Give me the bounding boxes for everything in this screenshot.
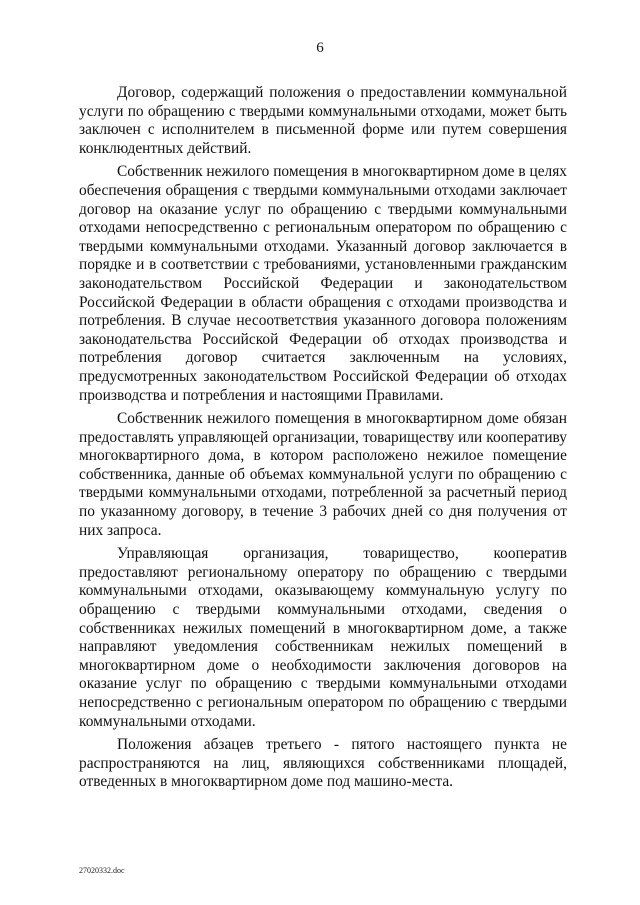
document-body	[79, 84, 567, 792]
paragraph-contract-form: Договор, содержащий положения о предоставлении коммунальной услуги по обращению с твердыми коммунальными отходами, может быть заключен с исполнителем в письменной форме или путем совершения конклюдентных действий.	[79, 84, 567, 157]
page-number: 6	[316, 40, 324, 56]
paragraph-management-notifications: Управляющая организация, товарищество, кооператив предоставляют региональному оператору по обращению с твердыми коммунальными отходами, оказывающему коммунальную услугу по обращению с твердыми коммунальными отходами, сведения о собственниках нежилых помещений в многоквартирном доме, а также направляют уведомления собственникам нежилых помещений в многоквартирном доме о необходимости заключения договоров на оказание услуг по обращению с твердыми коммунальными отходами непосредственно с региональным оператором по обращению с твердыми коммунальными отходами.	[79, 545, 567, 730]
paragraph-owner-data-provision: Собственник нежилого помещения в многоквартирном доме обязан предоставлять управляющей организации, товариществу или кооперативу многоквартирного дома, в котором расположено нежилое помещение собственника, данные об объемах коммунальной услуги по обращению с твердыми коммунальными отходами, потребленной за расчетный период по указанному договору, в течение 3 рабочих дней со дня получения от них запроса.	[79, 410, 567, 539]
footer-file-code: 27020332.doc	[79, 866, 125, 875]
paragraph-parking-exception: Положения абзацев третьего - пятого настоящего пункта не распространяются на лиц, являющихся собственниками площадей, отведенных в многоквартирном доме под машино-места.	[79, 736, 567, 791]
paragraph-nonresidential-owner-contract: Собственник нежилого помещения в многоквартирном доме в целях обеспечения обращения с твердыми коммунальными отходами заключает договор на оказание услуг по обращению с твердыми коммунальными отходами непосредственно с региональным оператором по обращению с твердыми коммунальными отходами. Указанный договор заключается в порядке и в соответствии с требованиями, установленными гражданским законодательством Российской Федерации и законодательством Российской Федерации в области обращения с отходами производства и потребления. В случае несоответствия указанного договора положениям законодательства Российской Федерации об отходах производства и потребления договор считается заключенным на условиях, предусмотренных законодательством Российской Федерации об отходах производства и потребления и настоящими Правилами.	[79, 163, 567, 404]
